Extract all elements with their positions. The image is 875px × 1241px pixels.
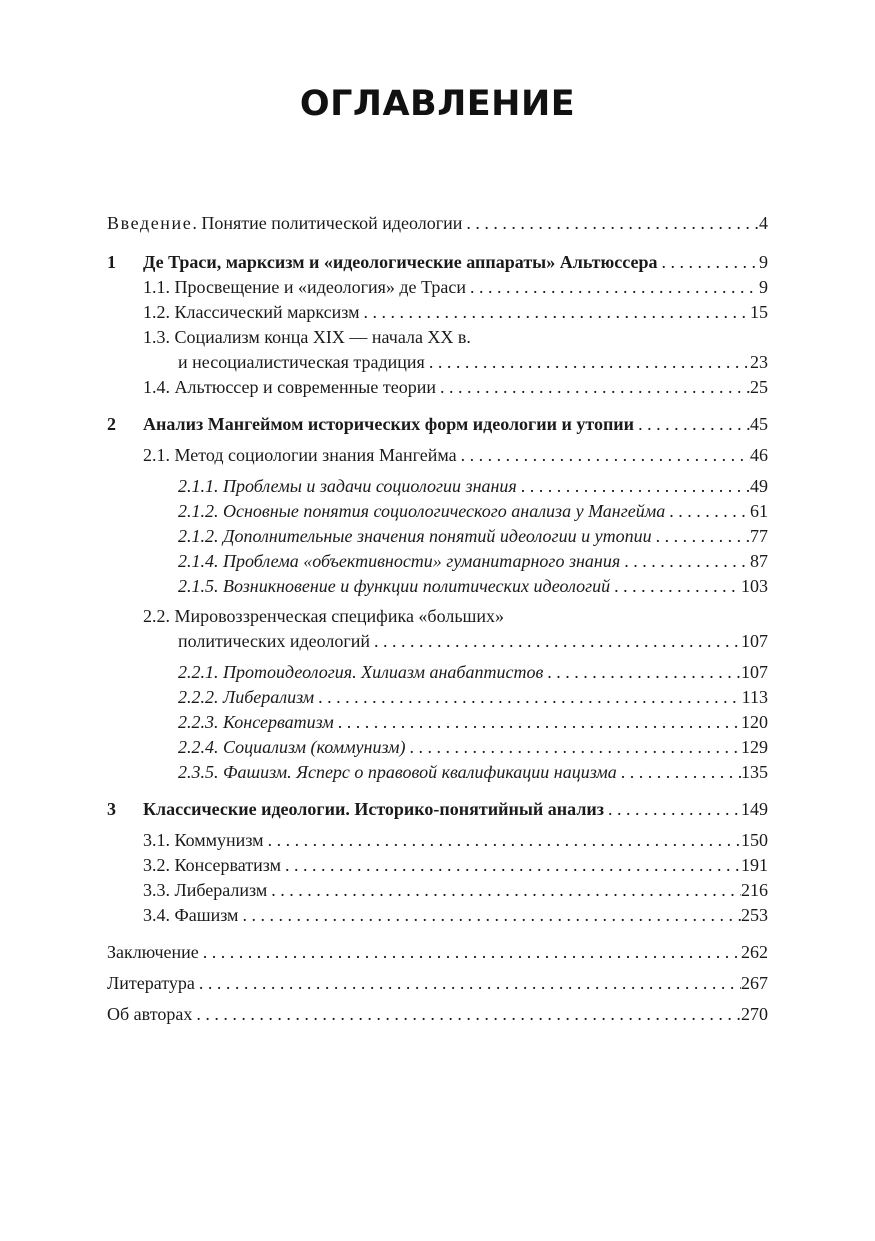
toc-section-3-3[interactable] [143, 878, 768, 903]
toc-section-2-2[interactable] [178, 629, 768, 654]
toc-section-2-1[interactable] [143, 443, 768, 468]
intro-lead: Введение [107, 213, 193, 233]
leader-dots [264, 828, 741, 853]
section-title: 2.1. Метод социологии знания Мангейма [143, 445, 457, 465]
subsection-title: 2.1.2. Дополнительные значения понятий идеологии и утопии [178, 526, 652, 546]
page-number: 45 [750, 414, 768, 434]
subsection-title: 2.2.2. Либерализм [178, 687, 315, 707]
page-number: 103 [741, 576, 768, 596]
toc-section-3-1[interactable] [143, 828, 768, 853]
leader-dots [360, 300, 750, 325]
toc-subsection-2-2-2[interactable] [178, 685, 768, 710]
leader-dots [517, 474, 750, 499]
toc-subsection-2-1-3[interactable] [178, 524, 768, 549]
section-title: 3.3. Либерализм [143, 880, 268, 900]
leader-dots [617, 760, 741, 785]
leader-dots [543, 660, 741, 685]
page-number: 49 [750, 476, 768, 496]
toc-entry-literature[interactable] [107, 971, 768, 996]
subsection-title: 2.1.2. Основные понятия социологического анализа у Мангейма [178, 501, 666, 521]
page-number: 120 [741, 712, 768, 732]
leader-dots [334, 710, 741, 735]
toc-entry-intro[interactable] [107, 211, 768, 236]
toc-chapter-1[interactable] [107, 250, 768, 275]
toc-subsection-2-1-2[interactable] [178, 499, 768, 524]
section-title: 1.1. Просвещение и «идеология» де Траси [143, 277, 466, 297]
subsection-title: 2.2.4. Социализм (коммунизм) [178, 737, 406, 757]
subsection-title: 2.2.3. Консерватизм [178, 712, 334, 732]
toc-subsection-2-2-1[interactable] [178, 660, 768, 685]
page-number: 15 [750, 302, 768, 322]
intro-title: . Понятие политической идеологии [192, 213, 463, 233]
leader-dots [610, 574, 741, 599]
page-number: 129 [741, 737, 768, 757]
page-number: 270 [741, 1004, 768, 1024]
toc-subsection-2-2-3[interactable] [178, 710, 768, 735]
chapter-number: 1 [107, 252, 116, 272]
leader-dots [192, 1002, 741, 1027]
toc-subsection-2-1-5[interactable] [178, 574, 768, 599]
page-number: 267 [741, 973, 768, 993]
page-title: ОГЛАВЛЕНИЕ [299, 84, 576, 124]
toc-section-3-4[interactable] [143, 903, 768, 928]
leader-dots [466, 275, 759, 300]
section-title: и несоциалистическая традиция [178, 352, 425, 372]
entry-title: Об авторах [107, 1004, 193, 1024]
chapter-title: Анализ Мангеймом исторических форм идеологии и утопии [143, 414, 635, 434]
leader-dots [281, 853, 741, 878]
toc-chapter-3[interactable] [107, 797, 768, 822]
entry-title: Литература [107, 973, 195, 993]
leader-dots [195, 971, 741, 996]
page-number: 150 [741, 830, 768, 850]
page-number: 4 [759, 213, 768, 233]
page-number: 87 [750, 551, 768, 571]
toc-subsection-2-2-4[interactable] [178, 735, 768, 760]
page-number: 135 [741, 762, 768, 782]
section-title-line1: 1.3. Социализм конца XIX — начала XX в. [143, 327, 471, 347]
section-title: 1.2. Классический марксизм [143, 302, 360, 322]
section-title: 3.2. Консерватизм [143, 855, 281, 875]
section-title: 3.4. Фашизм [143, 905, 239, 925]
leader-dots [199, 940, 741, 965]
leader-dots [238, 903, 741, 928]
leader-dots [604, 797, 741, 822]
page-number: 191 [741, 855, 768, 875]
page-number: 23 [750, 352, 768, 372]
toc-entry-authors[interactable] [107, 1002, 768, 1027]
subsection-title: 2.1.1. Проблемы и задачи социологии знания [178, 476, 517, 496]
toc-subsection-2-1-1[interactable] [178, 474, 768, 499]
page-number: 216 [741, 880, 768, 900]
page-number: 9 [759, 277, 768, 297]
page-number: 107 [741, 662, 768, 682]
chapter-title: Де Траси, марксизм и «идеологические аппараты» Альтюссера [143, 252, 658, 272]
subsection-title: 2.1.4. Проблема «объективности» гуманитарного знания [178, 551, 621, 571]
section-title: политических идеологий [178, 631, 371, 651]
toc-subsection-2-2-5[interactable] [178, 760, 768, 785]
subsection-title: 2.2.1. Протоидеология. Хилиазм анабаптистов [178, 662, 544, 682]
page-number: 61 [750, 501, 768, 521]
toc-section-1-2[interactable] [143, 300, 768, 325]
page-number: 46 [750, 445, 768, 465]
leader-dots [314, 685, 742, 710]
leader-dots [267, 878, 741, 903]
page-number: 149 [741, 799, 768, 819]
subsection-title: 2.3.5. Фашизм. Ясперс о правовой квалификации нацизма [178, 762, 617, 782]
section-title: 1.4. Альтюссер и современные теории [143, 377, 436, 397]
leader-dots [425, 350, 750, 375]
leader-dots [436, 375, 750, 400]
toc-chapter-2[interactable] [107, 412, 768, 437]
toc-section-1-3[interactable] [178, 350, 768, 375]
leader-dots [657, 250, 759, 275]
page-number: 113 [741, 687, 768, 707]
toc-section-3-2[interactable] [143, 853, 768, 878]
page-number: 77 [750, 526, 768, 546]
subsection-title: 2.1.5. Возникновение и функции политических идеологий [178, 576, 611, 596]
entry-title: Заключение [107, 942, 199, 962]
page-number: 262 [741, 942, 768, 962]
toc-subsection-2-1-4[interactable] [178, 549, 768, 574]
section-title-line1: 2.2. Мировоззренческая специфика «больших» [143, 606, 505, 626]
chapter-title: Классические идеологии. Историко-понятийный анализ [143, 799, 605, 819]
chapter-number: 3 [107, 799, 116, 819]
page-number: 9 [759, 252, 768, 272]
leader-dots [634, 412, 750, 437]
toc-entry-conclusion[interactable] [107, 940, 768, 965]
section-title: 3.1. Коммунизм [143, 830, 264, 850]
page-number: 253 [741, 905, 768, 925]
leader-dots [665, 499, 750, 524]
toc-section-1-4[interactable] [143, 375, 768, 400]
page-number: 25 [750, 377, 768, 397]
leader-dots [370, 629, 741, 654]
leader-dots [406, 735, 741, 760]
page-number: 107 [741, 631, 768, 651]
leader-dots [620, 549, 750, 574]
leader-dots [457, 443, 750, 468]
chapter-number: 2 [107, 414, 116, 434]
toc-section-1-1[interactable] [143, 275, 768, 300]
leader-dots [652, 524, 750, 549]
leader-dots [462, 211, 759, 236]
